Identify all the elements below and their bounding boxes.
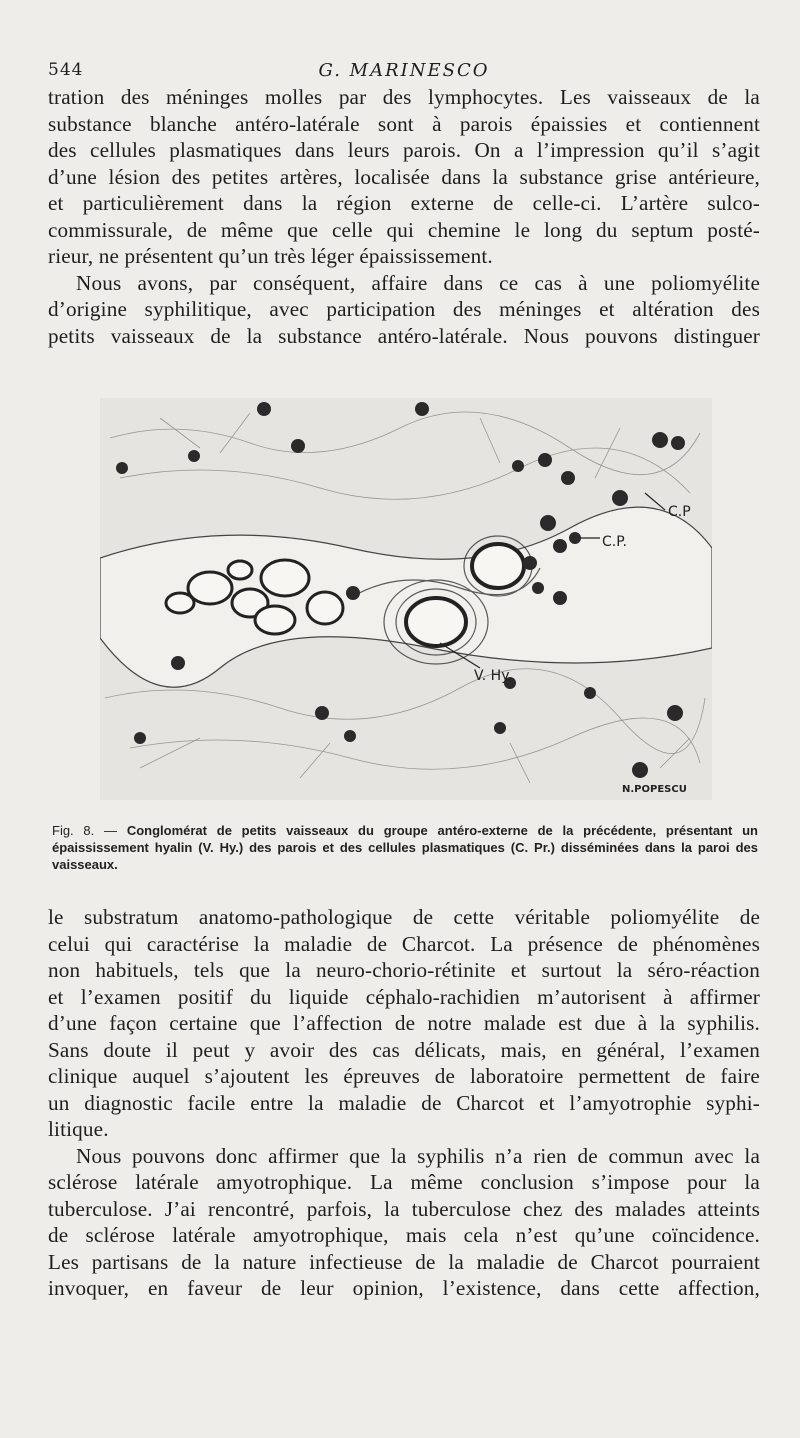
text-line: Nous pouvons donc affirmer que la syphilis n’a rien de commun avec la	[76, 1143, 760, 1168]
text-line: des cellules plasmatiques dans leurs parois. On a l’impression qu’il s’agit	[48, 138, 760, 162]
text-line: celui qui caractérise la maladie de Charcot. La présence de phénomènes	[48, 931, 760, 956]
text-line: sclérose latérale amyotrophique. La même conclusion s’impose pour la	[48, 1170, 760, 1194]
label-vhy: V. Hy.	[474, 668, 512, 684]
text-line: rieur, ne présentent qu’un très léger épaississement.	[48, 244, 493, 268]
text-line: petits vaisseaux de la substance antéro-latérale. Nous pouvons distinguer	[48, 323, 760, 348]
text-line: clinique auquel s’ajoutent les épreuves de laboratoire permettent de faire	[48, 1064, 760, 1088]
text-line: Sans doute il peut y avoir des cas délicats, mais, en général, l’examen	[48, 1037, 760, 1062]
text-line: Nous avons, par conséquent, affaire dans ce cas à une poliomyélite	[76, 270, 760, 295]
text-line: d’origine syphilitique, avec participation des méninges et altération des	[48, 297, 760, 321]
text-line: et particulièrement dans la région externe de celle-ci. L’artère sulco-	[48, 191, 760, 215]
text-line: tuberculose. J’ai rencontré, parfois, la tuberculose chez des malades atteints	[48, 1196, 760, 1221]
label-cp-lower: C.P.	[602, 534, 627, 550]
text-line: et l’examen positif du liquide céphalo-rachidien m’autorisent à affirmer	[48, 984, 760, 1009]
text-line: commissurale, de même que celle qui chemine le long du septum posté-	[48, 217, 760, 242]
page-number: 544	[48, 60, 84, 80]
text-line: de sclérose latérale amyotrophique, mais cela n’est qu’une coïncidence.	[48, 1223, 760, 1247]
body-paragraph-bottom	[48, 904, 760, 1302]
histology-drawing	[100, 398, 712, 800]
text-line: un diagnostic facile entre la maladie de Charcot et l’amyotrophie syphi-	[48, 1090, 760, 1115]
running-title: G. MARINESCO	[318, 60, 490, 81]
text-line: d’une lésion des petites artères, localisée dans la substance grise antérieure,	[48, 164, 760, 189]
figure-caption	[52, 822, 758, 873]
artist-signature: N.POPESCU	[622, 784, 687, 795]
text-line: non habituels, tels que la neuro-chorio-rétinite et surtout la séro-réaction	[48, 958, 760, 982]
text-line: le substratum anatomo-pathologique de cette véritable poliomyélite de	[48, 905, 760, 929]
text-line: tration des méninges molles par des lymphocytes. Les vaisseaux de la	[48, 85, 760, 109]
text-line: litique.	[48, 1117, 109, 1141]
text-line: d’une façon certaine que l’affection de notre malade est due à la syphilis.	[48, 1011, 760, 1035]
histology-figure	[100, 398, 712, 800]
caption-text: Conglomérat de petits vaisseaux du groupe antéro-externe de la précédente, présentant un épaississement hyalin (V. Hy.) des parois et des cellules plasmatiques (C. Pr.) disséminées dans la paroi des vaisseaux.	[52, 823, 758, 872]
text-line: Les partisans de la nature infectieuse de la maladie de Charcot pourraient	[48, 1249, 760, 1274]
body-paragraph-top	[48, 84, 760, 349]
text-line: substance blanche antéro-latérale sont à parois épaissies et contiennent	[48, 111, 760, 136]
text-line: invoquer, en faveur de leur opinion, l’existence, dans cette affection,	[48, 1276, 760, 1300]
caption-lead: Fig. 8. —	[52, 823, 127, 838]
label-cp-upper: C.P	[668, 504, 691, 520]
